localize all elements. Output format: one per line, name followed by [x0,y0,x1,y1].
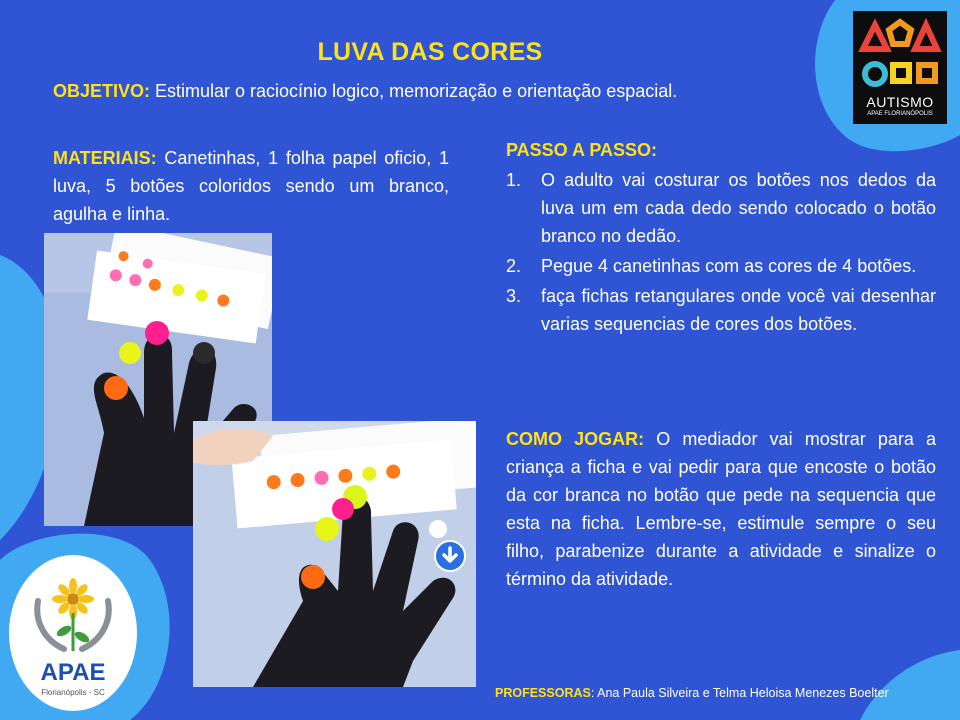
list-item [506,282,936,338]
bottom-right-blob [860,650,960,720]
autismo-logo-subtext: APAE FLORIANÓPOLIS [867,111,933,117]
step-number: 3. [506,286,522,306]
objetivo-text: Estimular o raciocínio logico, memorização e orientação espacial. [150,81,678,101]
step-text: faça fichas retangulares onde você vai desenhar varias sequencias de cores dos botões. [541,286,936,334]
professoras-text: : Ana Paula Silveira e Telma Heloisa Menezes Boelter [590,686,889,700]
materiais-text: Canetinhas, 1 folha papel oficio, 1 luva, 5 botões coloridos sendo um branco, agulha e linha. [53,148,449,224]
objetivo-label: OBJETIVO: [53,81,151,101]
materiais-label: MATERIAIS: [53,148,157,168]
page-title: LUVA DAS CORES [317,38,543,66]
apae-logo [6,553,140,713]
triangle-shape [863,25,887,49]
autismo-logo [853,11,947,124]
autismo-logo-text: AUTISMO [866,94,934,110]
step-number: 2. [506,256,522,276]
square-shape-2 [919,65,935,81]
apae-logo-subtext: Florianópolis - SC [41,688,105,697]
passo-a-passo-title: PASSO A PASSO: [506,140,658,160]
circle-shape [865,64,885,84]
download-arrow-glyph [436,542,464,570]
professoras-label: PROFESSORAS [495,686,591,700]
step-text: O adulto vai costurar os botões nos dedos da luva um em cada dedo sendo colocado o botão branco no dedão. [541,170,936,246]
pentagon-shape [889,22,911,44]
list-item [506,252,936,280]
triangle-shape-2 [915,25,937,49]
download-icon[interactable] [434,540,466,572]
materiais-paragraph [53,144,449,228]
como-jogar-text: O mediador vai mostrar para a criança a ficha e vai pedir para que encoste o botão da cor branca no botão que pede na sequencia que esta na ficha. Lembre-se, estimule sempre o seu filho, parabenize durante a atividade e sinalize o término da atividade. [506,429,936,589]
como-jogar-label: COMO JOGAR: [506,429,645,449]
square-shape-1 [893,65,909,81]
professoras-credit [495,686,889,700]
list-item [506,166,936,250]
step-text: Pegue 4 canetinhas com as cores de 4 botões. [541,256,917,276]
objetivo-paragraph [53,78,813,104]
glove-photo-2 [193,421,476,687]
step-number: 1. [506,170,522,190]
apae-logo-text: APAE [40,659,106,686]
como-jogar-paragraph [506,425,936,593]
steps-list [506,166,936,340]
